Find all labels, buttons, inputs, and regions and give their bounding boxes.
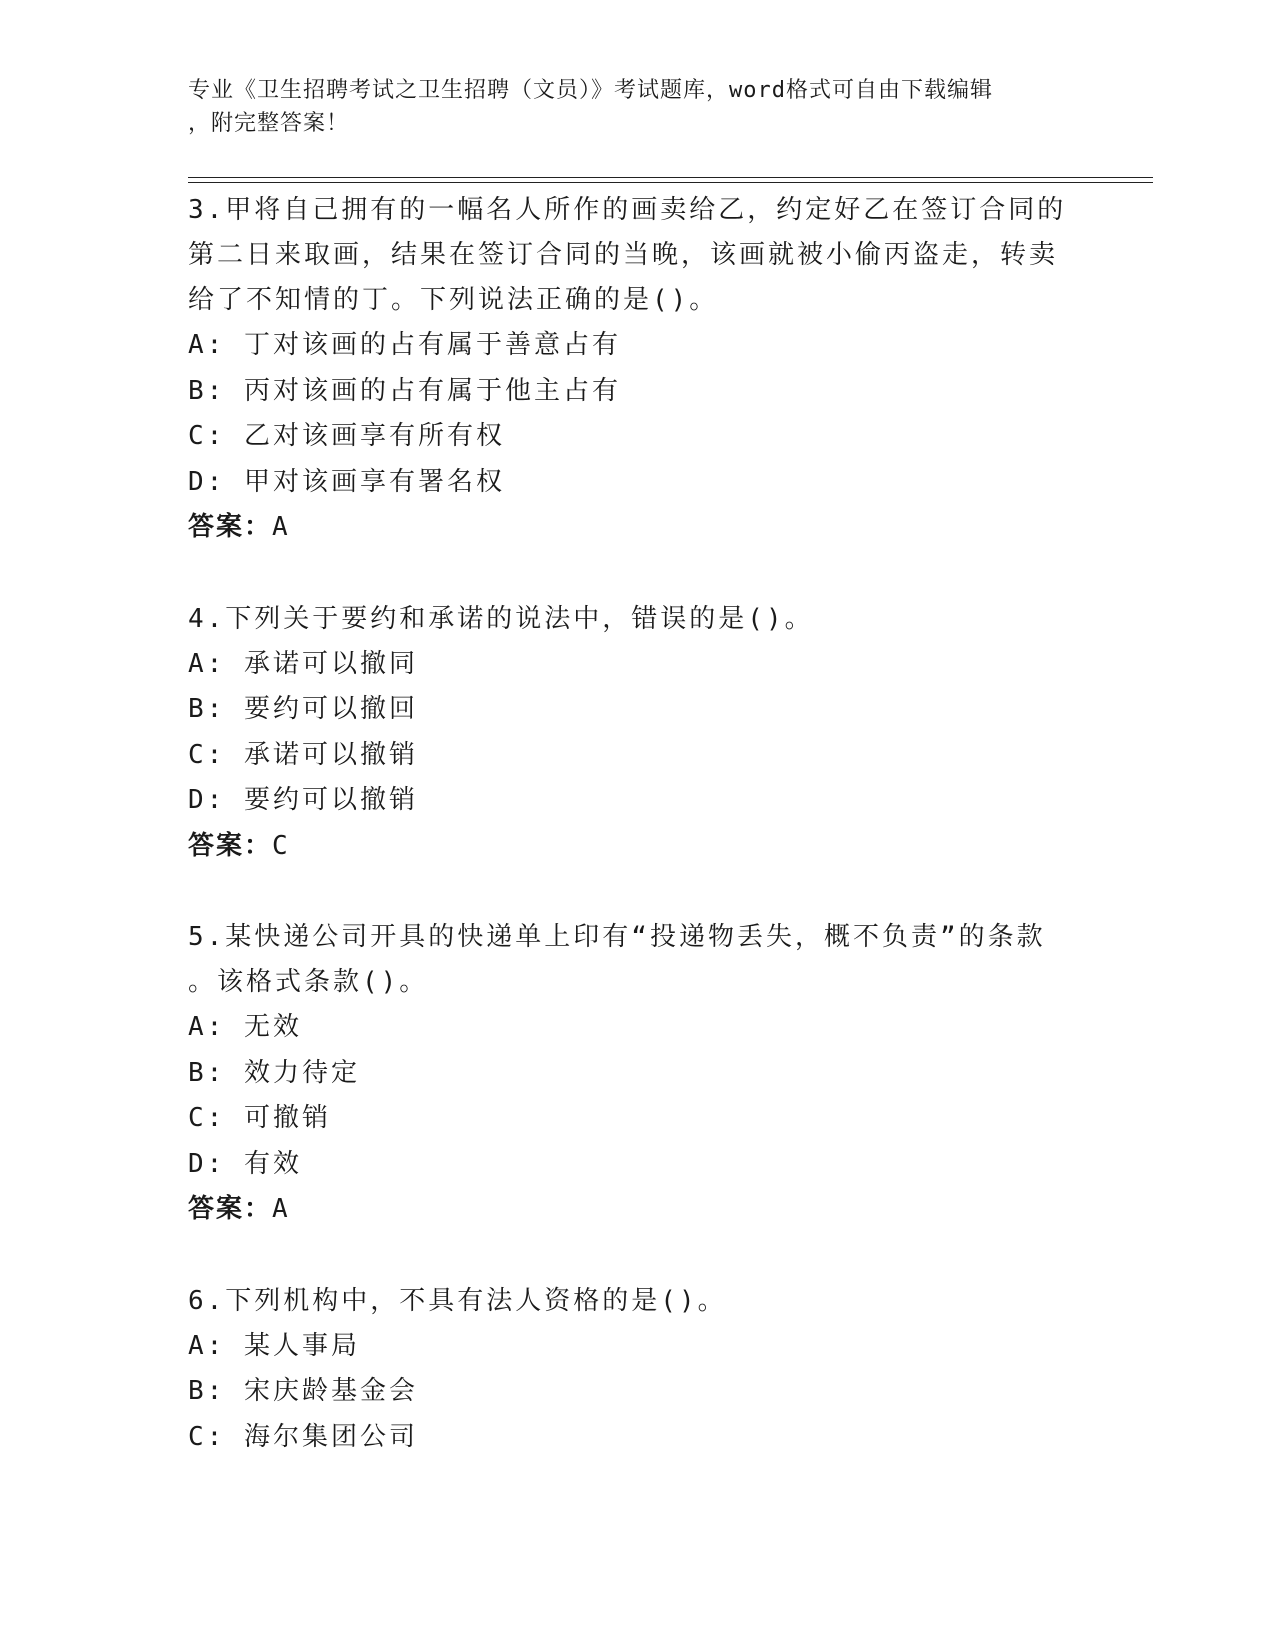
option-b: B: 效力待定 [188, 1057, 360, 1088]
option-b: B: 丙对该画的占有属于他主占有 [188, 375, 621, 406]
option-a: A: 无效 [188, 1012, 302, 1042]
answer-line [188, 505, 1068, 551]
question-4 [188, 597, 1068, 870]
answer-label: 答案： [188, 1194, 273, 1224]
option-c: C: 承诺可以撤销 [188, 739, 418, 770]
document-header [188, 74, 1068, 140]
question-text-line: 。该格式条款()。 [188, 967, 429, 997]
option-c: C: 乙对该画享有所有权 [188, 421, 505, 451]
option-a: A: 承诺可以撤同 [188, 648, 418, 679]
answer-line [188, 824, 1068, 870]
question-5 [188, 915, 1068, 1233]
answer-value: C [272, 830, 290, 861]
option-d: D: 要约可以撤销 [188, 785, 418, 815]
question-text [188, 188, 1068, 323]
option-d: D: 甲对该画享有署名权 [188, 466, 505, 497]
header-line-1: 专业《卫生招聘考试之卫生招聘（文员）》考试题库，word格式可自由下载编辑 [188, 78, 993, 103]
question-list [188, 188, 1068, 1506]
question-text-line: 3.甲将自己拥有的一幅名人所作的画卖给乙，约定好乙在签订合同的 [188, 195, 1067, 225]
option-c: C: 海尔集团公司 [188, 1421, 418, 1452]
option-d: D: 有效 [188, 1148, 302, 1179]
option-a: A: 丁对该画的占有属于善意占有 [188, 330, 621, 360]
answer-label: 答案： [188, 830, 273, 861]
answer-value: A [272, 1194, 290, 1224]
question-text-line: 5.某快递公司开具的快递单上印有“投递物丢失，概不负责”的条款 [188, 922, 1046, 952]
answer-value: A [272, 512, 290, 542]
question-3 [188, 188, 1068, 551]
header-divider-bottom [188, 182, 1153, 183]
header-divider-top [188, 177, 1153, 178]
option-c: C: 可撤销 [188, 1103, 331, 1133]
option-b: B: 宋庆龄基金会 [188, 1376, 418, 1406]
question-text-line: 6.下列机构中，不具有法人资格的是()。 [188, 1285, 727, 1316]
question-text-line: 第二日来取画，结果在签订合同的当晚，该画就被小偷丙盗走，转卖 [188, 240, 1059, 270]
question-6 [188, 1279, 1068, 1461]
header-line-2: ，附完整答案！ [188, 111, 350, 136]
answer-label: 答案： [188, 512, 273, 542]
answer-line [188, 1187, 1068, 1233]
question-text [188, 1279, 1068, 1324]
question-text [188, 597, 1068, 642]
question-text-line: 给了不知情的丁。下列说法正确的是()。 [188, 285, 719, 315]
option-a: A: 某人事局 [188, 1330, 360, 1361]
question-text-line: 4.下列关于要约和承诺的说法中，错误的是()。 [188, 603, 814, 634]
option-b: B: 要约可以撤回 [188, 694, 418, 724]
question-text [188, 915, 1068, 1005]
